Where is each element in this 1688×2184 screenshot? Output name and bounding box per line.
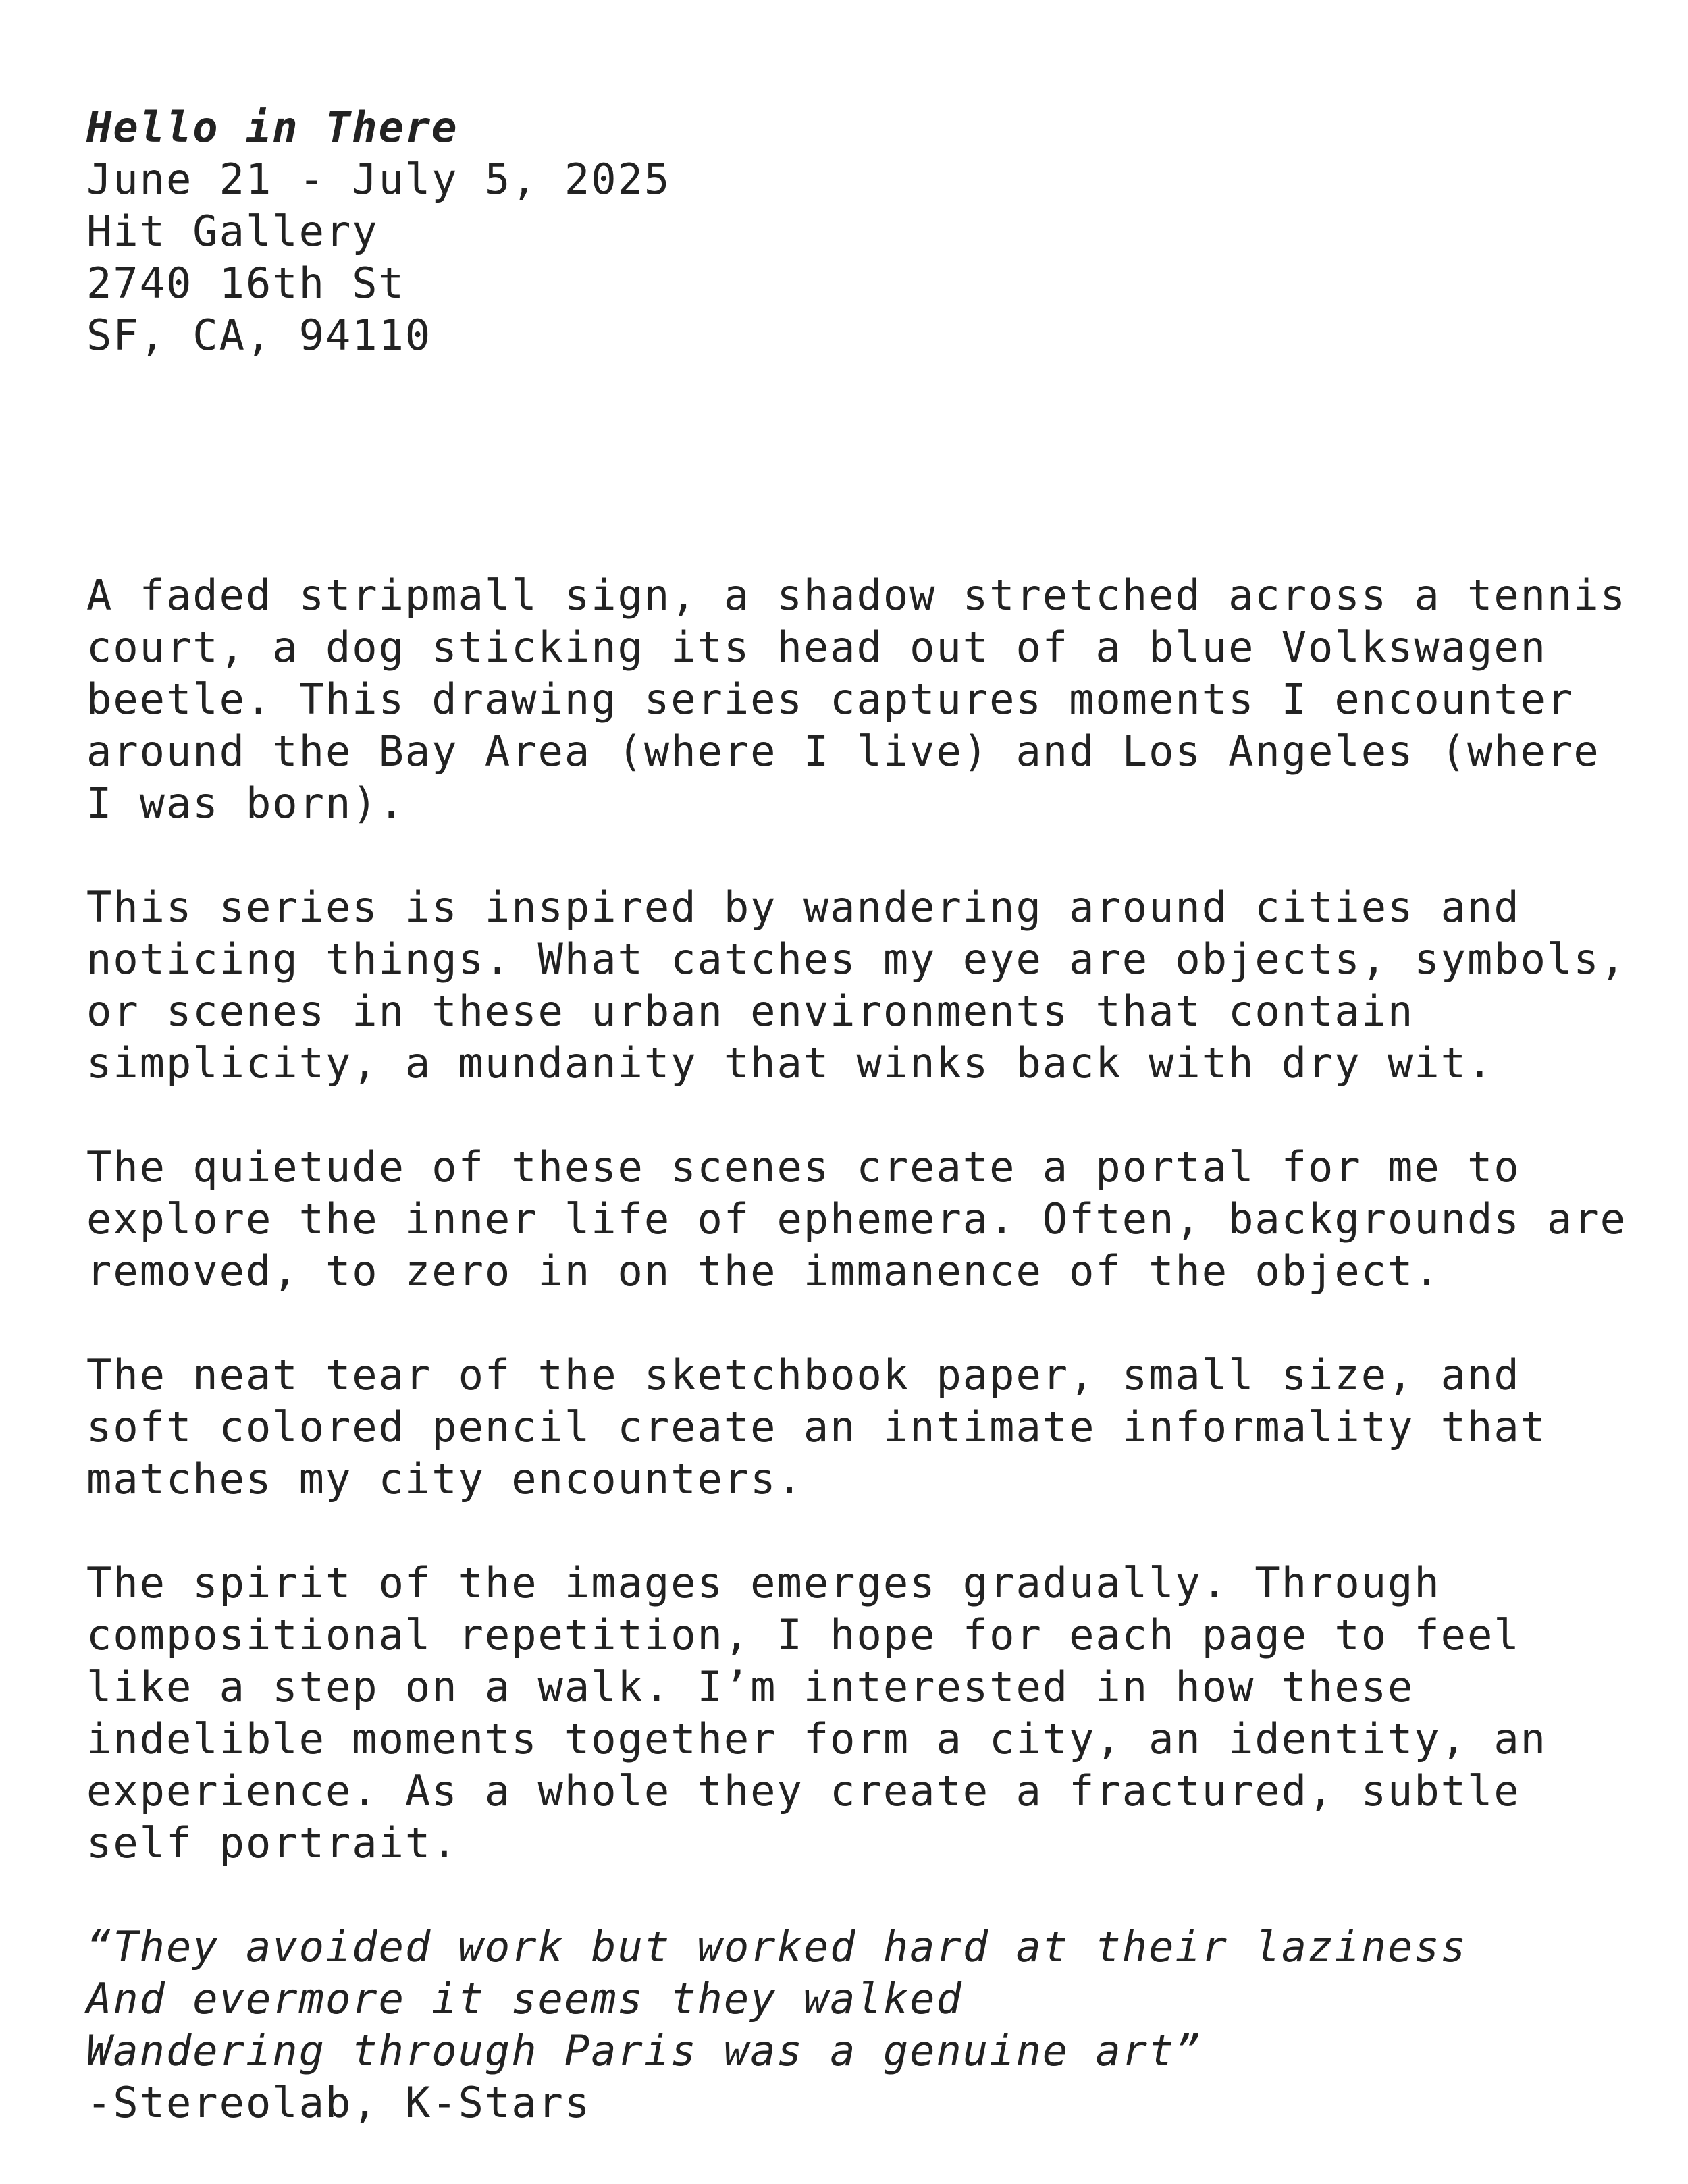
quote-attribution: -Stereolab, K-Stars [86, 2078, 591, 2127]
paragraph-line: The spirit of the images emerges gradually. Through [86, 1558, 1441, 1607]
document-page [86, 101, 1639, 2129]
paragraph-line: around the Bay Area (where I live) and Los Angeles (where [86, 726, 1600, 776]
spacer [86, 1089, 1639, 1141]
paragraph-3 [86, 1141, 1639, 1297]
paragraph-line: or scenes in these urban environments that contain [86, 986, 1415, 1036]
paragraph-line: The quietude of these scenes create a portal for me to [86, 1142, 1521, 1192]
quote-block [86, 1921, 1639, 2129]
paragraph-line: beetle. This drawing series captures moments I encounter [86, 674, 1574, 724]
quote-line: “They avoided work but worked hard at their laziness [86, 1922, 1468, 1971]
paragraph-line: matches my city encounters. [86, 1454, 803, 1503]
paragraph-line: court, a dog sticking its head out of a blue Volkswagen [86, 622, 1547, 672]
paragraph-line: A faded stripmall sign, a shadow stretched across a tennis [86, 570, 1627, 620]
paragraph-line: compositional repetition, I hope for each page to feel [86, 1610, 1521, 1659]
paragraph-line: The neat tear of the sketchbook paper, small size, and [86, 1350, 1521, 1400]
spacer [86, 361, 1639, 569]
paragraph-line: I was born). [86, 778, 405, 828]
paragraph-line: soft colored pencil create an intimate informality that [86, 1402, 1547, 1451]
paragraph-5 [86, 1557, 1639, 1869]
quote-line: And evermore it seems they walked [86, 1974, 963, 2023]
paragraph-line: self portrait. [86, 1818, 458, 1867]
gallery-street: 2740 16th St [86, 259, 405, 308]
spacer [86, 1505, 1639, 1557]
spacer [86, 1297, 1639, 1349]
exhibition-title: Hello in There [86, 103, 458, 152]
gallery-city: SF, CA, 94110 [86, 311, 432, 360]
paragraph-line: like a step on a walk. I’m interested in how these [86, 1662, 1415, 1711]
exhibition-dates: June 21 - July 5, 2025 [86, 155, 671, 204]
paragraph-1 [86, 569, 1639, 829]
paragraph-line: removed, to zero in on the immanence of the object. [86, 1246, 1441, 1296]
paragraph-line: simplicity, a mundanity that winks back with dry wit. [86, 1038, 1494, 1088]
exhibition-header [86, 101, 1639, 361]
spacer [86, 829, 1639, 881]
paragraph-4 [86, 1349, 1639, 1505]
paragraph-line: experience. As a whole they create a fractured, subtle [86, 1766, 1521, 1815]
paragraph-line: explore the inner life of ephemera. Often, backgrounds are [86, 1194, 1627, 1244]
quote-line: Wandering through Paris was a genuine art” [86, 2026, 1202, 2075]
gallery-name: Hit Gallery [86, 207, 379, 256]
paragraph-line: This series is inspired by wandering around cities and [86, 882, 1521, 932]
paragraph-2 [86, 881, 1639, 1089]
paragraph-line: noticing things. What catches my eye are objects, symbols, [86, 934, 1627, 984]
spacer [86, 1869, 1639, 1921]
paragraph-line: indelible moments together form a city, an identity, an [86, 1714, 1547, 1763]
